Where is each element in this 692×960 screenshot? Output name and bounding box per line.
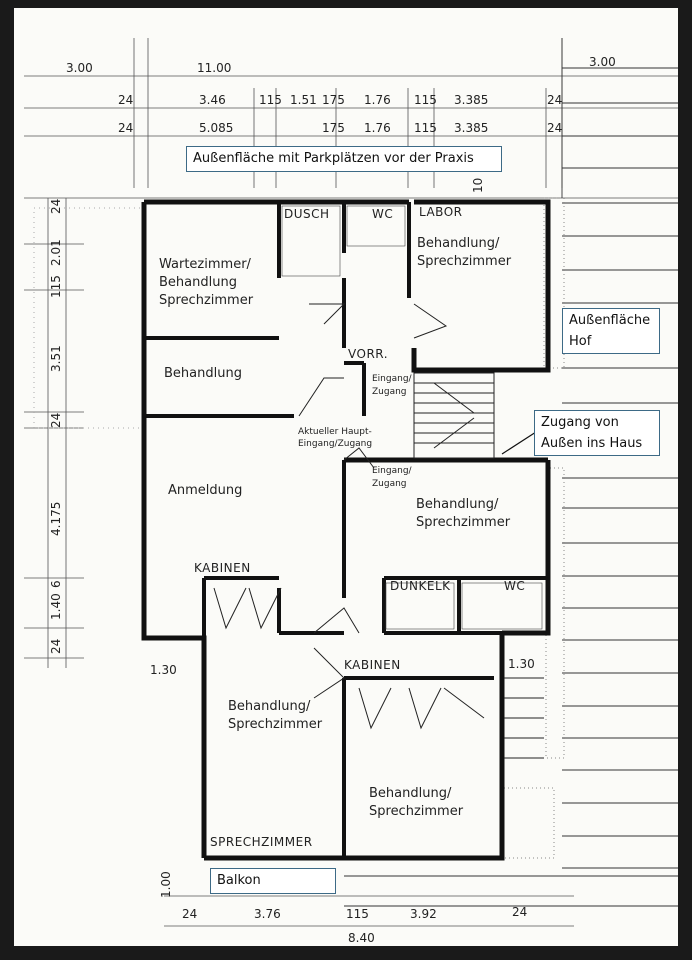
- dim-l-2: 115: [49, 275, 63, 298]
- dim-b-l: 24: [182, 907, 198, 921]
- dim-130-left: 1.30: [150, 663, 177, 677]
- callout-parking-text: Außenfläche mit Parkplätzen vor der Praxis: [193, 151, 474, 166]
- room-bottom-right-l1: Behandlung/: [369, 786, 452, 801]
- dim-b-4: 24: [512, 905, 528, 919]
- dim-l-8: 24: [49, 638, 63, 654]
- zugang-arrow: [502, 432, 536, 454]
- callout-parking: [186, 146, 502, 172]
- room-top-right-l1: Behandlung/: [417, 236, 500, 251]
- dim-l-1: 2.01: [49, 239, 63, 266]
- room-wartezimmer-l2: Behandlung: [159, 275, 237, 290]
- room-behandlung: Behandlung: [164, 366, 242, 381]
- dim-r2-8: 24: [547, 93, 563, 107]
- dim-l-3: 3.51: [49, 345, 63, 372]
- dim-b-2: 115: [346, 907, 369, 921]
- label-kabinen-left: KABINEN: [194, 561, 251, 575]
- callout-hof-l2: Hof: [569, 334, 592, 349]
- callout-zugang-l1: Zugang von: [541, 415, 619, 430]
- tiled-rooms: [282, 206, 542, 629]
- dim-l-0: 24: [49, 198, 63, 214]
- dim-r2-3: 1.51: [290, 93, 317, 107]
- callout-hof: [562, 308, 660, 354]
- dim-b-0: 3.76: [254, 907, 281, 921]
- callout-zugang: [534, 410, 660, 456]
- eingang-bottom-l1: Eingang/: [372, 466, 412, 476]
- dim-r3-1: 5.085: [199, 121, 234, 135]
- dim-r2-6: 115: [414, 93, 437, 107]
- room-wartezimmer-l1: Wartezimmer/: [159, 257, 251, 272]
- dim-r2-2: 115: [259, 93, 282, 107]
- label-wc-top: WC: [372, 207, 394, 221]
- callout-balkon-text: Balkon: [217, 873, 261, 888]
- room-top-right-l2: Sprechzimmer: [417, 254, 512, 269]
- label-labor: LABOR: [419, 205, 463, 219]
- dim-top-mid: 11.00: [197, 61, 232, 75]
- room-labels: [159, 236, 512, 819]
- dim-r3-5: 3.385: [454, 121, 489, 135]
- dim-r2-1: 3.46: [199, 93, 226, 107]
- floor-plan-sheet: [14, 8, 678, 946]
- dim-b-3: 3.92: [410, 907, 437, 921]
- dimension-labels: [49, 55, 616, 945]
- room-mid-right-l2: Sprechzimmer: [416, 515, 511, 530]
- dim-top-right: 3.00: [589, 55, 616, 69]
- eingang-top-l2: Zugang: [372, 387, 407, 397]
- label-vorr: VORR.: [348, 347, 389, 361]
- dim-100: 1.00: [159, 871, 173, 898]
- room-bottom-left-l2: Sprechzimmer: [228, 717, 323, 732]
- room-anmeldung: Anmeldung: [168, 483, 243, 498]
- dim-r3-3: 1.76: [364, 121, 391, 135]
- dim-top-left: 3.00: [66, 61, 93, 75]
- eingang-bottom-l2: Zugang: [372, 479, 407, 489]
- dim-r2-7: 3.385: [454, 93, 489, 107]
- callout-hof-l1: Außenfläche: [569, 313, 651, 328]
- eingang-top-l1: Eingang/: [372, 374, 412, 384]
- haupteingang-l2: Eingang/Zugang: [298, 439, 373, 449]
- room-bottom-right-l2: Sprechzimmer: [369, 804, 464, 819]
- dim-l-7: 1.40: [49, 593, 63, 620]
- label-dusch: DUSCH: [284, 207, 330, 221]
- room-mid-right-l1: Behandlung/: [416, 497, 499, 512]
- dim-r3-6: 24: [547, 121, 563, 135]
- label-kabinen-right: KABINEN: [344, 658, 401, 672]
- dim-r2-4: 175: [322, 93, 345, 107]
- callout-balkon: [210, 868, 336, 894]
- dim-l-4: 24: [49, 412, 63, 428]
- label-dunkelk: DUNKELK: [390, 579, 451, 593]
- dim-r2-5: 1.76: [364, 93, 391, 107]
- label-wc-bottom: WC: [504, 579, 526, 593]
- dim-r2-0: 24: [118, 93, 134, 107]
- haupteingang-l1: Aktueller Haupt-: [298, 427, 372, 437]
- dim-10: 10: [471, 177, 485, 193]
- dim-l-6: 6: [49, 580, 63, 588]
- room-wartezimmer-l3: Sprechzimmer: [159, 293, 254, 308]
- label-sprechzimmer: SPRECHZIMMER: [210, 835, 313, 849]
- stairs: [414, 373, 544, 758]
- dim-r3-2: 175: [322, 121, 345, 135]
- dim-130-right: 1.30: [508, 657, 535, 671]
- dim-r3-0: 24: [118, 121, 134, 135]
- callout-zugang-l2: Außen ins Haus: [541, 436, 643, 451]
- dim-l-5: 4.175: [49, 501, 63, 536]
- room-bottom-left-l1: Behandlung/: [228, 699, 311, 714]
- dim-r3-4: 115: [414, 121, 437, 135]
- dim-b-total: 8.40: [348, 931, 375, 945]
